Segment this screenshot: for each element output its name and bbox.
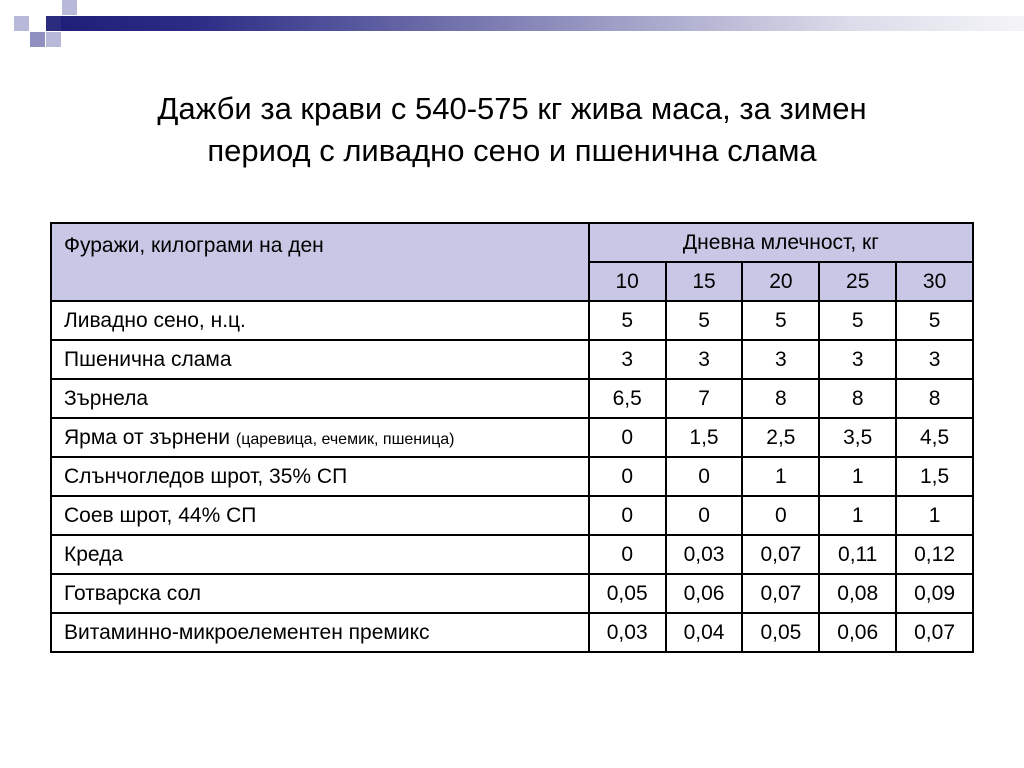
value-cell: 0,07 <box>742 535 819 574</box>
value-cell: 0 <box>666 496 743 535</box>
feed-name-cell <box>51 301 589 340</box>
value-cell: 0,08 <box>819 574 896 613</box>
table-row <box>51 301 973 340</box>
feed-name-cell <box>51 379 589 418</box>
value-cell: 0,06 <box>666 574 743 613</box>
yield-level: 15 <box>666 262 743 301</box>
feed-name-cell <box>51 535 589 574</box>
table-row <box>51 379 973 418</box>
feed-name: Витаминно-микроелементен премикс <box>64 620 430 644</box>
value-cell: 0,07 <box>896 613 973 652</box>
value-cell: 2,5 <box>742 418 819 457</box>
value-cell: 0 <box>589 457 666 496</box>
feed-name: Соев шрот, 44% СП <box>64 503 257 527</box>
table-row <box>51 457 973 496</box>
value-cell: 5 <box>819 301 896 340</box>
value-cell: 0 <box>589 535 666 574</box>
feed-name-cell <box>51 418 589 457</box>
value-cell: 0,03 <box>666 535 743 574</box>
value-cell: 0,11 <box>819 535 896 574</box>
feed-name: Пшенична слама <box>64 347 232 371</box>
table-body <box>51 301 973 652</box>
decor-square <box>30 32 45 47</box>
value-cell: 0,06 <box>819 613 896 652</box>
yield-level: 30 <box>896 262 973 301</box>
header-band <box>60 16 1024 31</box>
title-line-1: Дажби за крави с 540-575 кг жива маса, за зимен <box>157 91 867 126</box>
value-cell: 1,5 <box>666 418 743 457</box>
feed-name: Ливадно сено, н.ц. <box>64 308 246 332</box>
ration-table <box>50 222 974 653</box>
value-cell: 0 <box>742 496 819 535</box>
value-cell: 4,5 <box>896 418 973 457</box>
value-cell: 1 <box>742 457 819 496</box>
feed-name: Креда <box>64 542 124 566</box>
table-row <box>51 535 973 574</box>
decor-square <box>14 16 29 31</box>
decor-square <box>46 16 61 31</box>
title-line-2: период с ливадно сено и пшенична слама <box>207 133 817 168</box>
feed-column-header: Фуражи, килограми на ден <box>51 223 589 301</box>
value-cell: 5 <box>896 301 973 340</box>
value-cell: 0 <box>666 457 743 496</box>
table-row <box>51 496 973 535</box>
value-cell: 1 <box>896 496 973 535</box>
feed-name-cell <box>51 496 589 535</box>
table-row <box>51 574 973 613</box>
table-header-row <box>51 223 973 262</box>
feed-name: Зърнела <box>64 386 148 410</box>
yield-level: 10 <box>589 262 666 301</box>
value-cell: 3 <box>742 340 819 379</box>
value-cell: 0,05 <box>589 574 666 613</box>
table-row <box>51 418 973 457</box>
feed-name: Готварска сол <box>64 581 201 605</box>
table-row <box>51 613 973 652</box>
value-cell: 3 <box>819 340 896 379</box>
value-cell: 0 <box>589 496 666 535</box>
value-cell: 3 <box>666 340 743 379</box>
value-cell: 3 <box>896 340 973 379</box>
value-cell: 8 <box>742 379 819 418</box>
value-cell: 0,07 <box>742 574 819 613</box>
value-cell: 1,5 <box>896 457 973 496</box>
value-cell: 0 <box>589 418 666 457</box>
feed-name-cell <box>51 574 589 613</box>
value-cell: 1 <box>819 457 896 496</box>
feed-name-cell <box>51 457 589 496</box>
feed-note: (царевица, ечемик, пшеница) <box>235 430 455 448</box>
value-cell: 5 <box>589 301 666 340</box>
value-cell: 0,03 <box>589 613 666 652</box>
value-cell: 0,12 <box>896 535 973 574</box>
value-cell: 1 <box>819 496 896 535</box>
value-cell: 8 <box>896 379 973 418</box>
value-cell: 7 <box>666 379 743 418</box>
value-cell: 6,5 <box>589 379 666 418</box>
yield-level: 25 <box>819 262 896 301</box>
value-cell: 5 <box>666 301 743 340</box>
value-cell: 3 <box>589 340 666 379</box>
value-cell: 8 <box>819 379 896 418</box>
value-cell: 5 <box>742 301 819 340</box>
feed-name: Слънчогледов шрот, 35% СП <box>64 464 348 488</box>
yield-column-header: Дневна млечност, кг <box>589 223 973 262</box>
slide-title <box>80 88 944 172</box>
yield-level: 20 <box>742 262 819 301</box>
value-cell: 0,04 <box>666 613 743 652</box>
table-row <box>51 340 973 379</box>
feed-name-cell <box>51 340 589 379</box>
decor-square <box>46 32 61 47</box>
feed-name: Ярма от зърнени <box>64 425 231 449</box>
value-cell: 0,05 <box>742 613 819 652</box>
value-cell: 3,5 <box>819 418 896 457</box>
decor-square <box>62 0 77 15</box>
feed-name-cell <box>51 613 589 652</box>
value-cell: 0,09 <box>896 574 973 613</box>
